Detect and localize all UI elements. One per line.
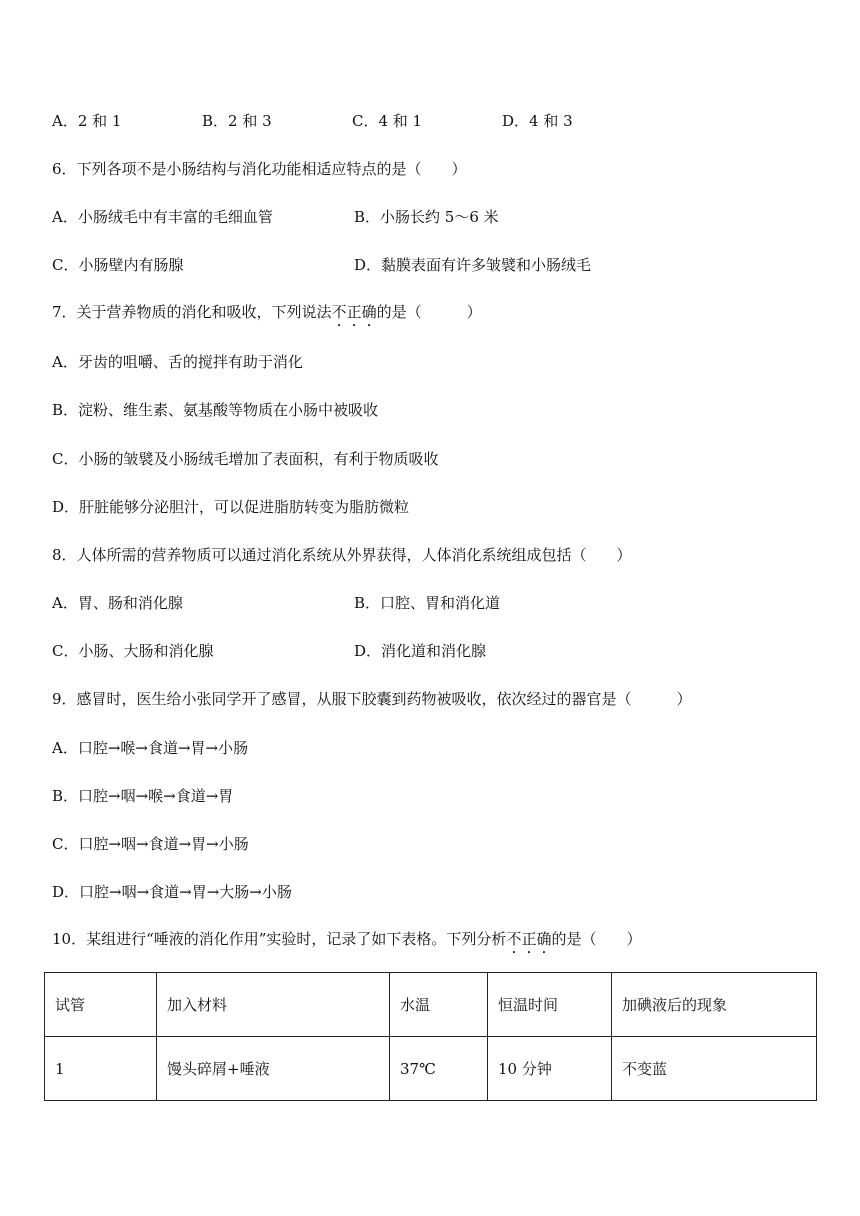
table-cell: 馒头碎屑+唾液 (157, 1037, 390, 1101)
table-header-cell: 恒温时间 (488, 973, 612, 1037)
q6-option-d: D．黏膜表面有许多皱襞和小肠绒毛 (354, 256, 592, 274)
table-header-cell: 水温 (390, 973, 488, 1037)
q6-option-a: A．小肠绒毛中有丰富的毛细血管 (52, 208, 273, 226)
q6-stem: 6．下列各项不是小肠结构与消化功能相适应特点的是（ ） (52, 160, 467, 178)
q5-option-a: A．2 和 1 (52, 112, 122, 130)
q9-option-c: C．口腔→咽→食道→胃→小肠 (52, 835, 249, 853)
table-header-cell: 试管 (45, 973, 157, 1037)
q9-option-b: B．口腔→咽→喉→食道→胃 (52, 787, 234, 805)
q7-option-d: D．肝脏能够分泌胆汁，可以促进脂肪转变为脂肪微粒 (52, 498, 410, 516)
q8-option-a: A．胃、肠和消化腺 (52, 594, 183, 612)
q5-option-d: D．4 和 3 (502, 112, 573, 130)
q10-stem (52, 929, 642, 949)
emphasis-char: 不 (331, 303, 347, 321)
q7-option-a: A．牙齿的咀嚼、舌的搅拌有助于消化 (52, 353, 303, 371)
table-row (45, 1037, 817, 1101)
table-cell: 10 分钟 (488, 1037, 612, 1101)
q5-option-c: C．4 和 1 (352, 112, 423, 130)
q7-stem-pre: 7．关于营养物质的消化和吸收，下列说法 (52, 303, 332, 321)
q6-option-b: B．小肠长约 5～6 米 (354, 208, 499, 226)
q8-option-b: B．口腔、胃和消化道 (354, 594, 501, 612)
q7-stem (52, 302, 482, 322)
q7-option-c: C．小肠的皱襞及小肠绒毛增加了表面积，有利于物质吸收 (52, 450, 439, 468)
q8-option-c: C．小肠、大肠和消化腺 (52, 642, 214, 660)
q8-stem: 8．人体所需的营养物质可以通过消化系统从外界获得，人体消化系统组成包括（ ） (52, 546, 632, 564)
emphasis-char: 确 (536, 930, 552, 948)
q8-option-d: D．消化道和消化腺 (354, 642, 487, 660)
q5-option-b: B．2 和 3 (202, 112, 272, 130)
table-cell: 不变蓝 (612, 1037, 817, 1101)
q9-stem: 9．感冒时，医生给小张同学开了感冒，从服下胶囊到药物被吸收，依次经过的器官是（ ） (52, 690, 692, 708)
q6-option-c: C．小肠壁内有肠腺 (52, 256, 184, 274)
q9-option-d: D．口腔→咽→食道→胃→大肠→小肠 (52, 883, 292, 901)
q9-option-a: A．口腔→喉→食道→胃→小肠 (52, 739, 249, 757)
emphasis-char: 正 (346, 303, 362, 321)
q7-option-b: B．淀粉、维生素、氨基酸等物质在小肠中被吸收 (52, 401, 379, 419)
emphasis-char: 不 (506, 930, 522, 948)
q7-stem-post: 的是（ ） (376, 303, 482, 321)
table-header-cell: 加入材料 (157, 973, 390, 1037)
emphasis-char: 正 (521, 930, 537, 948)
q10-stem-pre: 10．某组进行“唾液的消化作用”实验时，记录了如下表格。下列分析 (52, 930, 507, 948)
table-header-cell: 加碘液后的现象 (612, 973, 817, 1037)
table-cell: 1 (45, 1037, 157, 1101)
emphasis-char: 确 (361, 303, 377, 321)
table-header-row (45, 973, 817, 1037)
table-cell: 37℃ (390, 1037, 488, 1101)
experiment-table (44, 972, 817, 1101)
q10-stem-post: 的是（ ） (551, 930, 642, 948)
